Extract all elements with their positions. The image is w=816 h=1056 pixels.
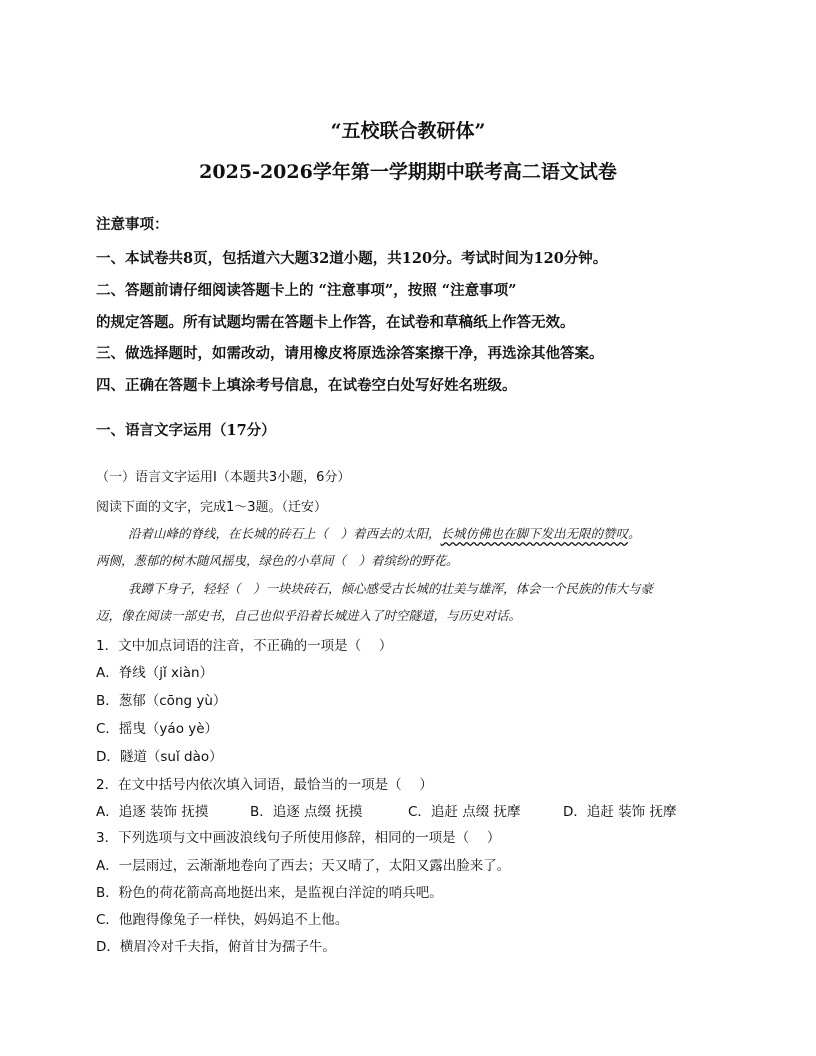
question-1-option-a: A．脊线（jǐ xiàn）: [96, 665, 214, 681]
reading-instruction: 阅读下面的文字，完成1～3题。（迁安）: [96, 500, 328, 515]
question-1-option-c: C．摇曳（yáo yè）: [96, 721, 219, 737]
note-item-1: 一、本试卷共8页，包括道六大题32道小题，共120分。考试时间为120分钟。: [96, 250, 608, 267]
question-2-option-c: C．追赶 点缀 抚摩: [408, 804, 521, 820]
passage-text: 沿着山峰的脊线，在长城的砖石上（ ）着西去的太阳，: [128, 526, 441, 541]
question-3-option-c: C．他跑得像兔子一样快，妈妈追不上他。: [96, 912, 349, 928]
passage-text: 。: [628, 526, 641, 541]
notes-heading: 注意事项：: [96, 216, 169, 233]
question-3-stem: 3．下列选项与文中画波浪线句子所使用修辞，相同的一项是（ ）: [96, 830, 501, 846]
question-2-option-d: D．追赶 装饰 抚摩: [563, 804, 677, 820]
section-title: 一、语言文字运用（17分）: [96, 422, 276, 439]
passage-line-2: 两侧，葱郁的树木随风摇曳，绿色的小草间（ ）着缤纷的野花。: [96, 553, 459, 568]
note-item-2-cont: 的规定答题。所有试题均需在答题卡上作答，在试卷和草稿纸上作答无效。: [96, 314, 575, 331]
question-3-option-b: B．粉色的荷花箭高高地挺出来，是监视白洋淀的哨兵吧。: [96, 885, 443, 901]
question-3-option-a: A．一层雨过，云渐渐地卷向了西去；天又晴了，太阳又露出脸来了。: [96, 858, 511, 874]
question-2-stem: 2．在文中括号内依次填入词语，最恰当的一项是（ ）: [96, 777, 433, 793]
note-item-3: 三、做选择题时，如需改动，请用橡皮将原选涂答案擦干净，再选涂其他答案。: [96, 345, 604, 362]
passage-line-1: [128, 524, 641, 542]
question-3-option-d: D．横眉冷对千夫指，俯首甘为孺子牛。: [96, 939, 336, 955]
sub-section-title: （一）语言文字运用Ⅰ（本题共3小题，6分）: [96, 470, 351, 485]
question-1-option-d: D．隧道（suǐ dào）: [96, 749, 223, 765]
exam-title-line1: “五校联合教研体”: [330, 120, 486, 142]
note-item-4: 四、正确在答题卡上填涂考号信息，在试卷空白处写好姓名班级。: [96, 377, 517, 394]
wavy-underlined-sentence: 长城仿佛也在脚下发出无限的赞叹: [440, 526, 629, 541]
question-1-option-b: B．葱郁（cōng yù）: [96, 693, 227, 709]
passage-line-3: 我蹲下身子，轻轻（ ）一块块砖石，倾心感受古长城的壮美与雄浑，体会一个民族的伟大与豪: [128, 581, 654, 596]
passage-line-4: 迈，像在阅读一部史书，自己也似乎沿着长城进入了时空隧道，与历史对话。: [96, 608, 522, 623]
question-1-stem: 1．文中加点词语的注音，不正确的一项是（ ）: [96, 638, 393, 654]
question-2-option-b: B．追逐 点缀 抚摸: [250, 804, 363, 820]
question-2-option-a: A．追逐 装饰 抚摸: [96, 804, 209, 820]
exam-title-line2: 2025-2026学年第一学期期中联考高二语文试卷: [199, 161, 617, 183]
note-item-2: 二、答题前请仔细阅读答题卡上的 “注意事项”，按照 “注意事项”: [96, 282, 517, 299]
